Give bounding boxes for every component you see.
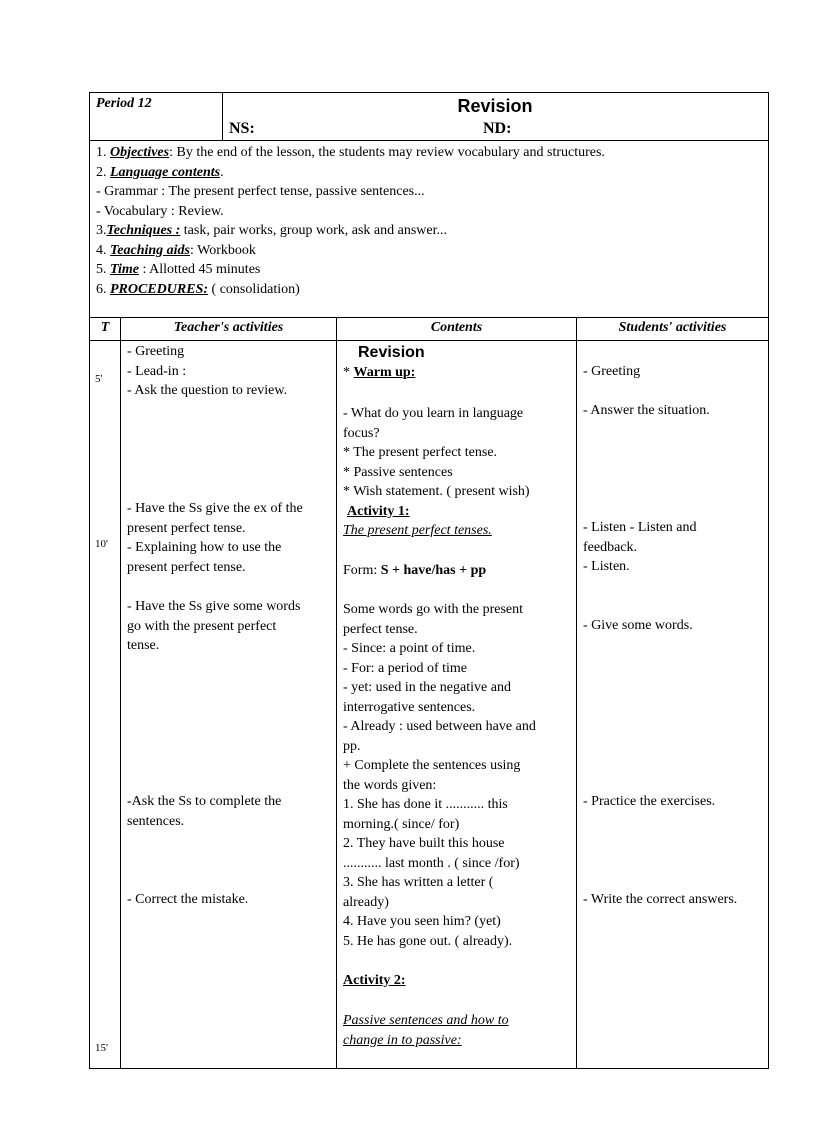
- form-formula: S + have/has + pp: [380, 563, 487, 578]
- border-left: [89, 92, 90, 1069]
- passive-heading: Passive sentences and how to change in to passive:: [343, 1013, 509, 1048]
- page-title: Revision: [457, 96, 533, 116]
- nd-label: ND:: [483, 120, 512, 137]
- teaching-aids-label: Teaching aids: [110, 242, 190, 258]
- objectives-label: Objectives: [110, 145, 170, 160]
- language-contents-label: Language contents: [110, 164, 221, 180]
- student-greeting: - Greeting: [583, 364, 641, 379]
- student-listen: - Listen - Listen and feedback. - Listen.: [583, 520, 697, 574]
- student-write: - Write the correct answers.: [583, 892, 738, 907]
- activity1-label: Activity 1:: [347, 504, 410, 519]
- col-header-contents: Contents: [430, 320, 483, 335]
- border-col-teacher: [336, 317, 337, 1069]
- techniques-label: Techniques :: [106, 223, 181, 238]
- teacher-block-correct: - Correct the mistake.: [127, 892, 249, 907]
- contents-title: Revision: [358, 344, 425, 361]
- time-label: Time: [110, 262, 140, 277]
- form-line: Form: S + have/has + pp: [343, 563, 487, 578]
- border-period-divider: [222, 92, 223, 140]
- contents-rules: Some words go with the present perfect tense. - Since: a point of time. - For: a period of time - yet: used in the negative and interrogative sentences. - Already : used between have and pp. + Complete the sentences using the words given: 1. She has done it ........... this morning.( since/ for) 2. They have built this house ........... last month . ( since /for) 3. She has written a letter ( already) 4. Have you seen him? (yet) 5. He has gone out. ( already).: [343, 602, 536, 949]
- grammar-line: - Grammar : The present perfect tense, passive sentences...: [96, 184, 425, 199]
- objectives-line: 1. Objectives: By the end of the lesson, the students may review vocabulary and structures.: [96, 145, 605, 160]
- student-answer: - Answer the situation.: [583, 403, 710, 418]
- col-header-t: T: [100, 320, 110, 335]
- border-objectives-bottom: [89, 317, 769, 318]
- time-line: 5. Time : Allotted 45 minutes: [96, 262, 261, 277]
- time-mark-15: 15': [95, 1042, 108, 1054]
- language-contents-line: 2. Language contents.: [96, 164, 224, 180]
- time-mark-5: 5': [95, 373, 103, 385]
- activity2-label: Activity 2:: [343, 973, 406, 988]
- border-colheader-bottom: [89, 340, 769, 341]
- col-header-teacher: Teacher's activities: [173, 320, 284, 335]
- teaching-aids-line: 4. Teaching aids: Workbook: [96, 242, 256, 258]
- period-label: Period 12: [96, 96, 152, 111]
- border-header-bottom: [89, 140, 769, 141]
- time-mark-10: 10': [95, 538, 108, 550]
- contents-question: - What do you learn in language focus? * The present perfect tense. * Passive sentences * Wish statement. ( present wish): [343, 406, 530, 499]
- col-header-students: Students' activities: [618, 320, 727, 335]
- teacher-block-warmup: - Greeting - Lead-in : - Ask the question to review.: [127, 344, 288, 398]
- objectives-block: [96, 143, 764, 299]
- teacher-block-words: - Have the Ss give some words go with the present perfect tense.: [127, 599, 301, 653]
- procedures-line: 6. PROCEDURES: ( consolidation): [96, 281, 300, 297]
- border-bottom: [89, 1068, 769, 1069]
- border-top: [89, 92, 769, 93]
- warmup-line: * Warm up:: [343, 365, 416, 380]
- techniques-line: 3.Techniques : task, pair works, group work, ask and answer...: [96, 223, 448, 238]
- teacher-block-example: - Have the Ss give the ex of the present perfect tense. - Explaining how to use the present perfect tense.: [127, 501, 303, 575]
- procedures-label: PROCEDURES:: [110, 281, 209, 297]
- border-col-t: [120, 317, 121, 1069]
- border-col-contents: [576, 317, 577, 1069]
- warmup-label: Warm up:: [353, 365, 416, 380]
- student-practice: - Practice the exercises.: [583, 794, 716, 809]
- border-right: [768, 92, 769, 1069]
- present-perfect-heading: The present perfect tenses.: [343, 523, 492, 538]
- student-give-words: - Give some words.: [583, 618, 693, 633]
- vocabulary-line: - Vocabulary : Review.: [96, 203, 224, 219]
- ns-label: NS:: [229, 120, 255, 137]
- teacher-block-complete: -Ask the Ss to complete the sentences.: [127, 794, 282, 829]
